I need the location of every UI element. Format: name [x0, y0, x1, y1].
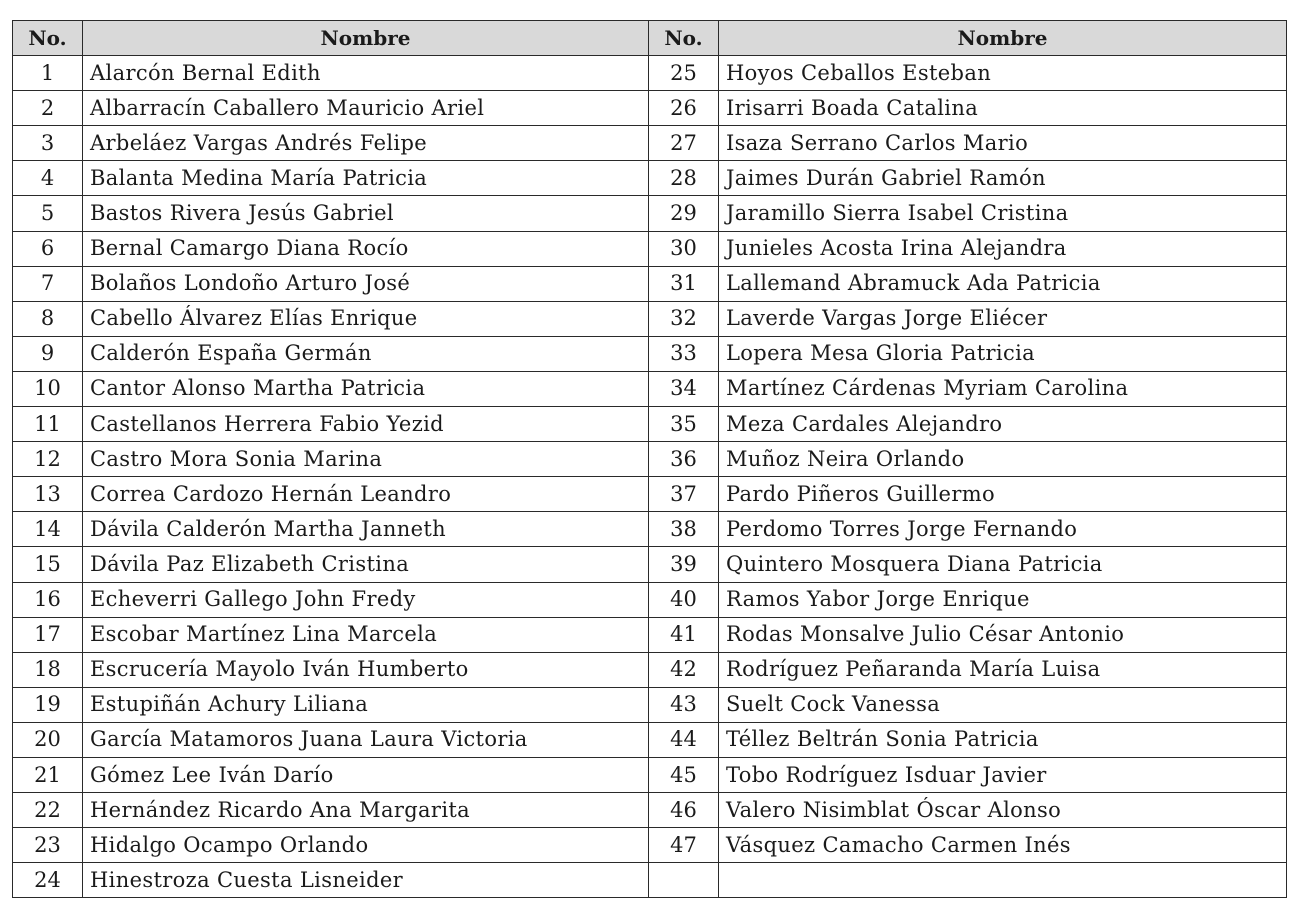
row-number-right: 45: [649, 757, 719, 792]
row-name-left: Albarracín Caballero Mauricio Ariel: [83, 91, 649, 126]
row-name-right: Tobo Rodríguez Isduar Javier: [719, 757, 1287, 792]
row-name-left: Bolaños Londoño Arturo José: [83, 266, 649, 301]
row-number-left: 24: [13, 863, 83, 898]
row-number-left: 14: [13, 512, 83, 547]
table-row: [13, 757, 1287, 792]
table-row: [13, 477, 1287, 512]
row-name-right: Rodas Monsalve Julio César Antonio: [719, 617, 1287, 652]
row-name-right: Laverde Vargas Jorge Eliécer: [719, 301, 1287, 336]
row-name-left: Dávila Calderón Martha Janneth: [83, 512, 649, 547]
table-row: [13, 722, 1287, 757]
row-number-left: 15: [13, 547, 83, 582]
row-name-left: Cantor Alonso Martha Patricia: [83, 371, 649, 406]
row-name-right: Vásquez Camacho Carmen Inés: [719, 828, 1287, 863]
row-number-right: 46: [649, 793, 719, 828]
row-name-right: Lopera Mesa Gloria Patricia: [719, 336, 1287, 371]
row-name-right: Isaza Serrano Carlos Mario: [719, 126, 1287, 161]
table-row: [13, 301, 1287, 336]
row-number-right: 29: [649, 196, 719, 231]
table-row: [13, 652, 1287, 687]
row-number-right: 41: [649, 617, 719, 652]
row-number-left: 17: [13, 617, 83, 652]
roster-body: [13, 56, 1287, 898]
row-number-right: 43: [649, 687, 719, 722]
header-no-right: No.: [649, 21, 719, 56]
header-name-left: Nombre: [83, 21, 649, 56]
row-number-right: 34: [649, 371, 719, 406]
row-name-left: Hidalgo Ocampo Orlando: [83, 828, 649, 863]
row-number-right: 38: [649, 512, 719, 547]
row-name-left: Hinestroza Cuesta Lisneider: [83, 863, 649, 898]
row-number-left: 7: [13, 266, 83, 301]
row-name-left: Gómez Lee Iván Darío: [83, 757, 649, 792]
row-name-left: Alarcón Bernal Edith: [83, 56, 649, 91]
roster-sheet: [12, 20, 1286, 898]
row-name-left: Bernal Camargo Diana Rocío: [83, 231, 649, 266]
table-row: [13, 196, 1287, 231]
row-name-right: Hoyos Ceballos Esteban: [719, 56, 1287, 91]
table-row: [13, 863, 1287, 898]
row-name-left: Castellanos Herrera Fabio Yezid: [83, 407, 649, 442]
row-name-right: Lallemand Abramuck Ada Patricia: [719, 266, 1287, 301]
row-number-left: 3: [13, 126, 83, 161]
table-row: [13, 231, 1287, 266]
table-row: [13, 512, 1287, 547]
header-no-left: No.: [13, 21, 83, 56]
row-name-left: Bastos Rivera Jesús Gabriel: [83, 196, 649, 231]
row-number-left: 6: [13, 231, 83, 266]
row-name-right: Jaramillo Sierra Isabel Cristina: [719, 196, 1287, 231]
table-row: [13, 617, 1287, 652]
row-number-left: 12: [13, 442, 83, 477]
row-name-right: Suelt Cock Vanessa: [719, 687, 1287, 722]
row-number-right: 26: [649, 91, 719, 126]
row-number-left: 11: [13, 407, 83, 442]
row-number-left: 10: [13, 371, 83, 406]
row-number-left: 5: [13, 196, 83, 231]
row-name-left: Balanta Medina María Patricia: [83, 161, 649, 196]
table-row: [13, 371, 1287, 406]
row-number-left: 16: [13, 582, 83, 617]
row-name-left: Estupiñán Achury Liliana: [83, 687, 649, 722]
row-number-left: 1: [13, 56, 83, 91]
row-number-right: 33: [649, 336, 719, 371]
row-name-right: Meza Cardales Alejandro: [719, 407, 1287, 442]
row-name-right: Martínez Cárdenas Myriam Carolina: [719, 371, 1287, 406]
table-row: [13, 126, 1287, 161]
row-number-right: 32: [649, 301, 719, 336]
row-number-right: 31: [649, 266, 719, 301]
row-number-right: 25: [649, 56, 719, 91]
row-name-left: Dávila Paz Elizabeth Cristina: [83, 547, 649, 582]
row-name-right: Valero Nisimblat Óscar Alonso: [719, 793, 1287, 828]
table-row: [13, 161, 1287, 196]
row-number-right: 47: [649, 828, 719, 863]
table-row: [13, 336, 1287, 371]
row-number-left: 23: [13, 828, 83, 863]
header-row: [13, 21, 1287, 56]
row-number-right: 27: [649, 126, 719, 161]
table-row: [13, 793, 1287, 828]
row-name-right: Jaimes Durán Gabriel Ramón: [719, 161, 1287, 196]
table-row: [13, 266, 1287, 301]
table-row: [13, 56, 1287, 91]
table-row: [13, 547, 1287, 582]
row-number-left: 19: [13, 687, 83, 722]
row-name-right: Muñoz Neira Orlando: [719, 442, 1287, 477]
row-number-left: 22: [13, 793, 83, 828]
row-name-right: Irisarri Boada Catalina: [719, 91, 1287, 126]
row-number-right: 28: [649, 161, 719, 196]
table-row: [13, 828, 1287, 863]
row-number-right: 37: [649, 477, 719, 512]
row-name-right: Ramos Yabor Jorge Enrique: [719, 582, 1287, 617]
row-number-right: 36: [649, 442, 719, 477]
row-number-left: 9: [13, 336, 83, 371]
row-number-left: 2: [13, 91, 83, 126]
row-name-right: Quintero Mosquera Diana Patricia: [719, 547, 1287, 582]
table-row: [13, 687, 1287, 722]
row-name-right: Perdomo Torres Jorge Fernando: [719, 512, 1287, 547]
row-number-left: 20: [13, 722, 83, 757]
row-name-left: Correa Cardozo Hernán Leandro: [83, 477, 649, 512]
row-name-right: Junieles Acosta Irina Alejandra: [719, 231, 1287, 266]
row-number-right: 42: [649, 652, 719, 687]
row-number-right: 35: [649, 407, 719, 442]
row-name-right: Téllez Beltrán Sonia Patricia: [719, 722, 1287, 757]
row-name-left: Escrucería Mayolo Iván Humberto: [83, 652, 649, 687]
row-number-right: 39: [649, 547, 719, 582]
row-name-right: Rodríguez Peñaranda María Luisa: [719, 652, 1287, 687]
row-name-left: Castro Mora Sonia Marina: [83, 442, 649, 477]
row-number-right: 40: [649, 582, 719, 617]
row-name-left: Echeverri Gallego John Fredy: [83, 582, 649, 617]
row-name-left: Escobar Martínez Lina Marcela: [83, 617, 649, 652]
row-name-left: Cabello Álvarez Elías Enrique: [83, 301, 649, 336]
row-name-right: [719, 863, 1287, 898]
row-name-left: Arbeláez Vargas Andrés Felipe: [83, 126, 649, 161]
row-name-left: Calderón España Germán: [83, 336, 649, 371]
table-row: [13, 91, 1287, 126]
header-name-right: Nombre: [719, 21, 1287, 56]
row-number-right: 44: [649, 722, 719, 757]
row-number-left: 13: [13, 477, 83, 512]
row-number-left: 8: [13, 301, 83, 336]
table-row: [13, 582, 1287, 617]
row-number-left: 4: [13, 161, 83, 196]
roster-table: [12, 20, 1287, 898]
row-name-left: Hernández Ricardo Ana Margarita: [83, 793, 649, 828]
table-row: [13, 442, 1287, 477]
table-row: [13, 407, 1287, 442]
row-number-left: 18: [13, 652, 83, 687]
row-name-right: Pardo Piñeros Guillermo: [719, 477, 1287, 512]
row-name-left: García Matamoros Juana Laura Victoria: [83, 722, 649, 757]
row-number-right: 30: [649, 231, 719, 266]
row-number-right: [649, 863, 719, 898]
row-number-left: 21: [13, 757, 83, 792]
